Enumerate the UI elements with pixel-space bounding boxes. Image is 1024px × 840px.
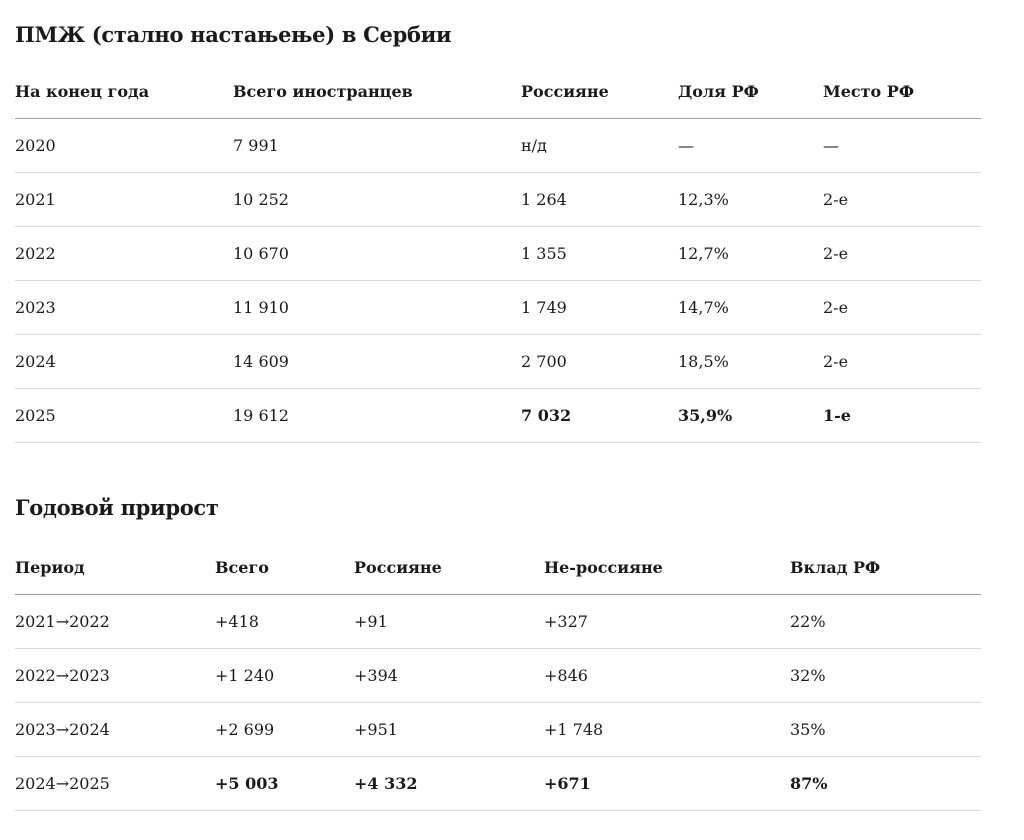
cell-year: 2022 [15, 227, 233, 281]
cell-rank: 2-е [823, 227, 981, 281]
cell-russians: +394 [354, 649, 544, 703]
table-row [15, 757, 981, 811]
cell-total: 7 991 [233, 119, 521, 173]
col-header-total-foreigners: Всего иностранцев [233, 64, 521, 119]
cell-total: 19 612 [233, 389, 521, 443]
cell-russians: 1 749 [521, 281, 678, 335]
cell-non-russians: +846 [544, 649, 790, 703]
pmzh-table [15, 64, 981, 443]
col-header-rf-share: Доля РФ [678, 64, 823, 119]
cell-year: 2020 [15, 119, 233, 173]
cell-contribution: 87% [790, 757, 981, 811]
cell-year: 2025 [15, 389, 233, 443]
cell-russians: 7 032 [521, 389, 678, 443]
cell-contribution: 22% [790, 595, 981, 649]
cell-russians: 1 264 [521, 173, 678, 227]
cell-year: 2021 [15, 173, 233, 227]
cell-share: 12,7% [678, 227, 823, 281]
table-header-row [15, 64, 981, 119]
cell-russians: +91 [354, 595, 544, 649]
cell-year: 2024 [15, 335, 233, 389]
col-header-russians: Россияне [521, 64, 678, 119]
cell-period: 2022→2023 [15, 649, 215, 703]
table-row [15, 119, 981, 173]
cell-contribution: 35% [790, 703, 981, 757]
col-header-rf-rank: Место РФ [823, 64, 981, 119]
cell-total: +1 240 [215, 649, 354, 703]
col-header-total: Всего [215, 540, 354, 595]
cell-share: 12,3% [678, 173, 823, 227]
cell-rank: 2-е [823, 335, 981, 389]
cell-russians: +4 332 [354, 757, 544, 811]
cell-total: +418 [215, 595, 354, 649]
growth-table-title: Годовой прирост [15, 495, 219, 520]
cell-rank: — [823, 119, 981, 173]
cell-total: 10 670 [233, 227, 521, 281]
cell-period: 2023→2024 [15, 703, 215, 757]
cell-rank: 2-е [823, 281, 981, 335]
cell-russians: 1 355 [521, 227, 678, 281]
cell-non-russians: +327 [544, 595, 790, 649]
table-header-row [15, 540, 981, 595]
cell-share: 14,7% [678, 281, 823, 335]
cell-contribution: 32% [790, 649, 981, 703]
table-row [15, 649, 981, 703]
cell-russians: н/д [521, 119, 678, 173]
cell-share: — [678, 119, 823, 173]
table-row [15, 335, 981, 389]
cell-rank: 1-е [823, 389, 981, 443]
table-row [15, 595, 981, 649]
cell-non-russians: +671 [544, 757, 790, 811]
cell-rank: 2-е [823, 173, 981, 227]
cell-total: +5 003 [215, 757, 354, 811]
cell-total: 14 609 [233, 335, 521, 389]
pmzh-table-title: ПМЖ (стално настањење) в Сербии [15, 22, 452, 47]
cell-total: 10 252 [233, 173, 521, 227]
col-header-russians: Россияне [354, 540, 544, 595]
col-header-period: Период [15, 540, 215, 595]
col-header-rf-contribution: Вклад РФ [790, 540, 981, 595]
cell-russians: +951 [354, 703, 544, 757]
cell-year: 2023 [15, 281, 233, 335]
table-row [15, 281, 981, 335]
cell-russians: 2 700 [521, 335, 678, 389]
cell-share: 18,5% [678, 335, 823, 389]
table-row [15, 227, 981, 281]
cell-total: +2 699 [215, 703, 354, 757]
table-row [15, 703, 981, 757]
cell-share: 35,9% [678, 389, 823, 443]
cell-total: 11 910 [233, 281, 521, 335]
table-row [15, 173, 981, 227]
growth-table [15, 540, 981, 811]
col-header-year: На конец года [15, 64, 233, 119]
cell-period: 2024→2025 [15, 757, 215, 811]
table-row [15, 389, 981, 443]
cell-period: 2021→2022 [15, 595, 215, 649]
col-header-non-russians: Не-россияне [544, 540, 790, 595]
cell-non-russians: +1 748 [544, 703, 790, 757]
